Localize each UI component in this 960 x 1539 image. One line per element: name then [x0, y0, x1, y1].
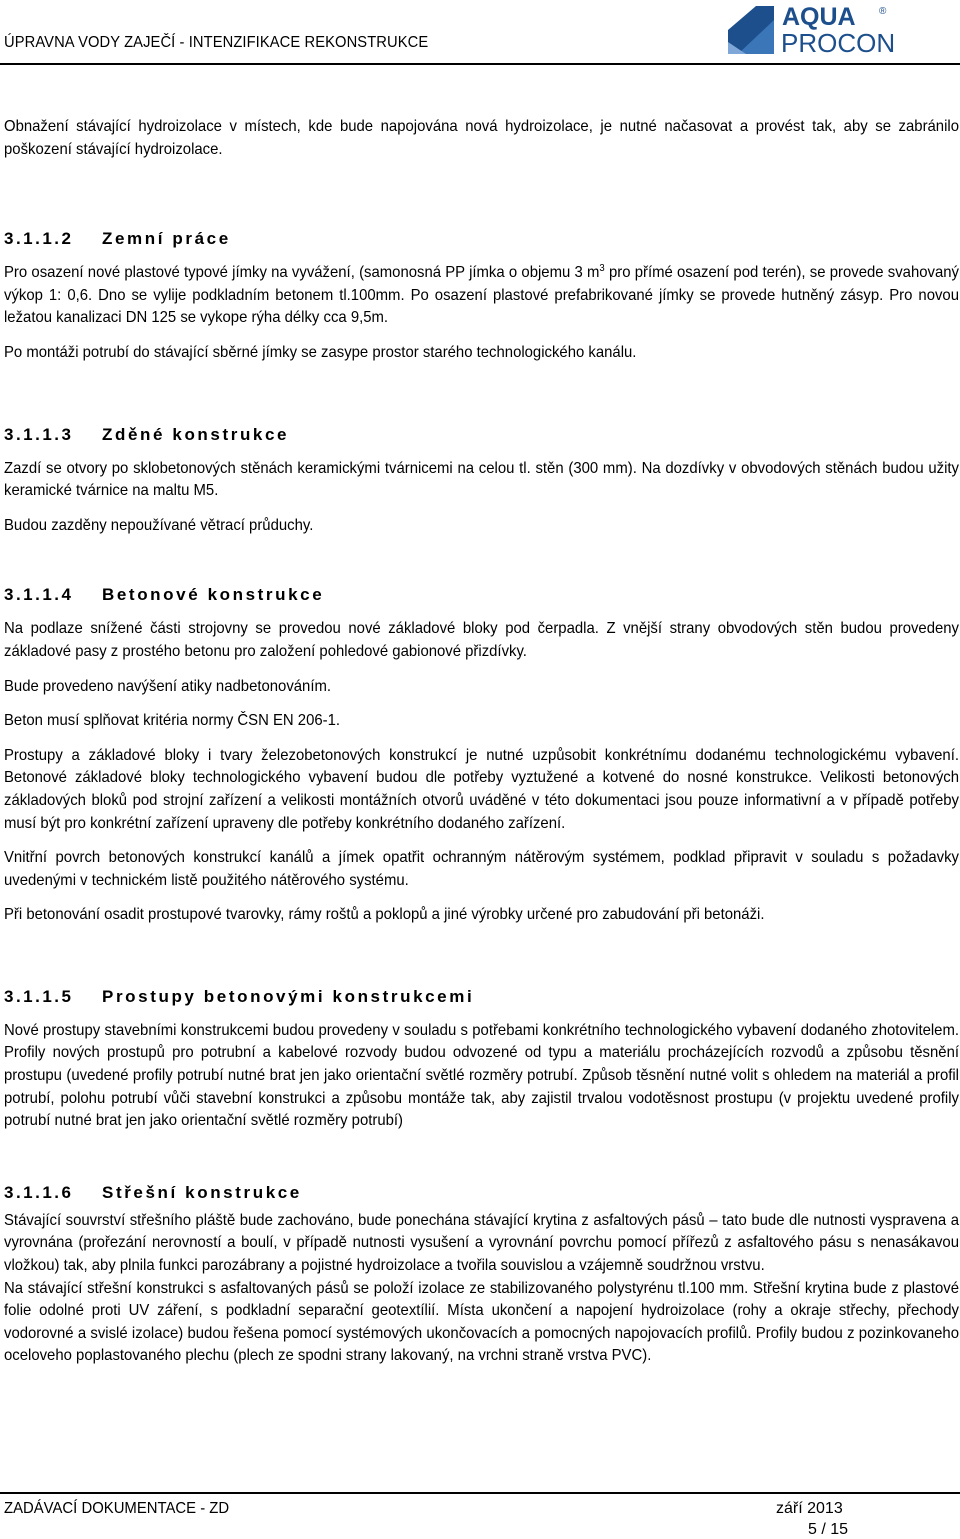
header-rule	[0, 63, 960, 65]
footer-document-name: ZADÁVACÍ DOKUMENTACE - ZD	[4, 1500, 230, 1517]
section-title: Betonové konstrukce	[102, 585, 325, 605]
section-number: 3.1.1.4	[4, 585, 74, 605]
section-title: Zemní práce	[102, 229, 231, 249]
paragraph: Při betonování osadit prostupové tvarovky, rámy roštů a poklopů a jiné výrobky určené pro zabudování při betonáži.	[4, 906, 765, 924]
page-number: 5 / 15	[808, 1521, 849, 1538]
paragraph: Beton musí splňovat kritéria normy ČSN EN 206-1.	[4, 712, 341, 730]
footer-date: září 2013	[776, 1500, 843, 1517]
section-number: 3.1.1.3	[4, 424, 74, 444]
page-header	[0, 0, 960, 66]
section-zdene-konstrukce	[4, 424, 959, 538]
paragraph: Na podlaze snížené části strojovny se provedou nové základové bloky pod čerpadla. Z vnější strany obvodových stěn budou provedeny základové pasy z prostého betonu pro založení pohledové gabionové přizdívky.	[4, 620, 959, 660]
logo-registered: ®	[879, 6, 887, 17]
section-betonove-konstrukce	[4, 584, 959, 927]
section-heading	[4, 986, 959, 1008]
section-number: 3.1.1.6	[4, 1182, 74, 1202]
paragraph: Prostupy a základové bloky i tvary železobetonových konstrukcí je nutné uzpůsobit konkrétnímu dodanému technologickému vybavení. Betonové základové bloky technologického vybavení budou dle potřeby vyztužené a kotvené do nosné konstrukce. Velikosti betonových základových bloků pod strojní zařízení a velikosti montážních otvorů uváděné v této dokumentaci jsou pouze informativní a v případě potřeby musí být pro konkrétní zařízení upraveny dle potřeby konkrétního dodaného zařízení.	[4, 746, 959, 832]
section-prostupy	[4, 986, 959, 1133]
paragraph: Stávající souvrství střešního pláště bude zachováno, bude ponechána stávající krytina z asfaltových pásů – tato bude dle nutnosti vyspravena a vyrovnána (prořezání nerovností a boulí, v případě nutnosti vysušení a vyrovnání povrchu pomocí přířezů z asfaltového pásu s nenasákavou vložkou) tak, aby plnila funkci parozábrany a pojistné hydroizolace a tvořila souvislou a vzájemně soudržnou vrstvu.	[4, 1211, 959, 1275]
logo-word-procon: PROCON	[781, 28, 896, 56]
section-heading	[4, 1182, 959, 1204]
section-title: Prostupy betonovými konstrukcemi	[102, 986, 475, 1006]
document-body	[4, 116, 959, 1368]
section-heading	[4, 228, 959, 250]
paragraph: Zazdí se otvory po sklobetonových stěnách keramickými tvárnicemi na celou tl. stěn (300 mm). Na dozdívky v obvodových stěnách budou užity keramické tvárnice na maltu M5.	[4, 459, 959, 500]
section-heading	[4, 584, 959, 606]
paragraph: Vnitřní povrch betonových konstrukcí kanálů a jímek opatřit ochranným nátěrovým systémem, podklad připravit v souladu s požadavky uvedenými v technickém listě použitého nátěrového systému.	[4, 849, 959, 889]
logo-word-aqua: AQUA	[782, 3, 856, 31]
paragraph: Nové prostupy stavebními konstrukcemi budou provedeny v souladu s potřebami konkrétního technologického vybavení dodaného zhotovitelem. Profily nových prostupů pro potrubní a kabelové rozvody budou odvozené od typu a materiálu procházejících rozvodů a způsobu těsnění prostupu (uvedené profily potrubí nutné brat jen jako orientační světlé rozměry potrubí. Způsob těsnění nutné volit s ohledem na materiál a profil potrubí, polohu potrubí vůči stavební konstrukci a způsobu montáže tak, aby zajistil trvalou vodotěsnost prostupu (v projektu uvedené profily potrubí nutné brat jen jako orientační světlé rozměry potrubí)	[4, 1021, 959, 1130]
header-title: ÚPRAVNA VODY ZAJEČÍ - INTENZIFIKACE REKONSTRUKCE	[4, 34, 429, 51]
footer-rule	[0, 1492, 960, 1494]
intro-paragraph: Obnažení stávající hydroizolace v místech, kde bude napojována nová hydroizolace, je nutné načasovat a provést tak, aby se zabránilo poškození stávající hydroizolace.	[4, 118, 959, 158]
section-number: 3.1.1.2	[4, 229, 74, 249]
aqua-procon-logo	[726, 2, 926, 56]
paragraph: Na stávající střešní konstrukci s asfaltovaných pásů se položí izolace ze stabilizovaného polystyrénu tl.100 mm. Střešní krytina bude z plastové folie odolné proti UV záření, s podkladní separační geotextílií. Místa ukončení a napojení hydroizolace (rohy a okraje střechy, přechody vodorovné a svislé izolace) budou řešena pomocí systémových ukončovacích a pomocných napojovacích profilů. Profily budou z pozinkovaneho oceloveho poplastovaného plechu (plech ze spodni strany lakovaný, na vrchni straně vrstva PVC).	[4, 1279, 959, 1365]
section-heading	[4, 424, 959, 446]
section-title: Střešní konstrukce	[102, 1182, 302, 1202]
paragraph: Po montáži potrubí do stávající sběrné jímky se zasype prostor starého technologického kanálu.	[4, 343, 637, 361]
paragraph: Bude provedeno navýšení atiky nadbetonováním.	[4, 677, 332, 695]
superscript: 3	[599, 263, 605, 274]
section-stresni-konstrukce	[4, 1182, 959, 1368]
section-zemni-prace	[4, 228, 959, 364]
paragraph: Pro osazení nové plastové typové jímky na vyvážení, (samonosná PP jímka o objemu 3 $m^3$ pro přímé osazení pod terén), se provede svahovaný výkop 1: 0,6. Dno se vylije podkladním betonem tl.100mm. Po osazení plastové prefabrikované jímky se provede hutněný zásyp. Pro novou ležatou kanalizaci DN 125 se vykope rýha délky cca 9,5m.	[4, 263, 959, 327]
section-number: 3.1.1.5	[4, 986, 74, 1006]
paragraph: Budou zazděny nepoužívané větrací průduchy.	[4, 516, 314, 534]
section-title: Zděné konstrukce	[102, 424, 290, 444]
